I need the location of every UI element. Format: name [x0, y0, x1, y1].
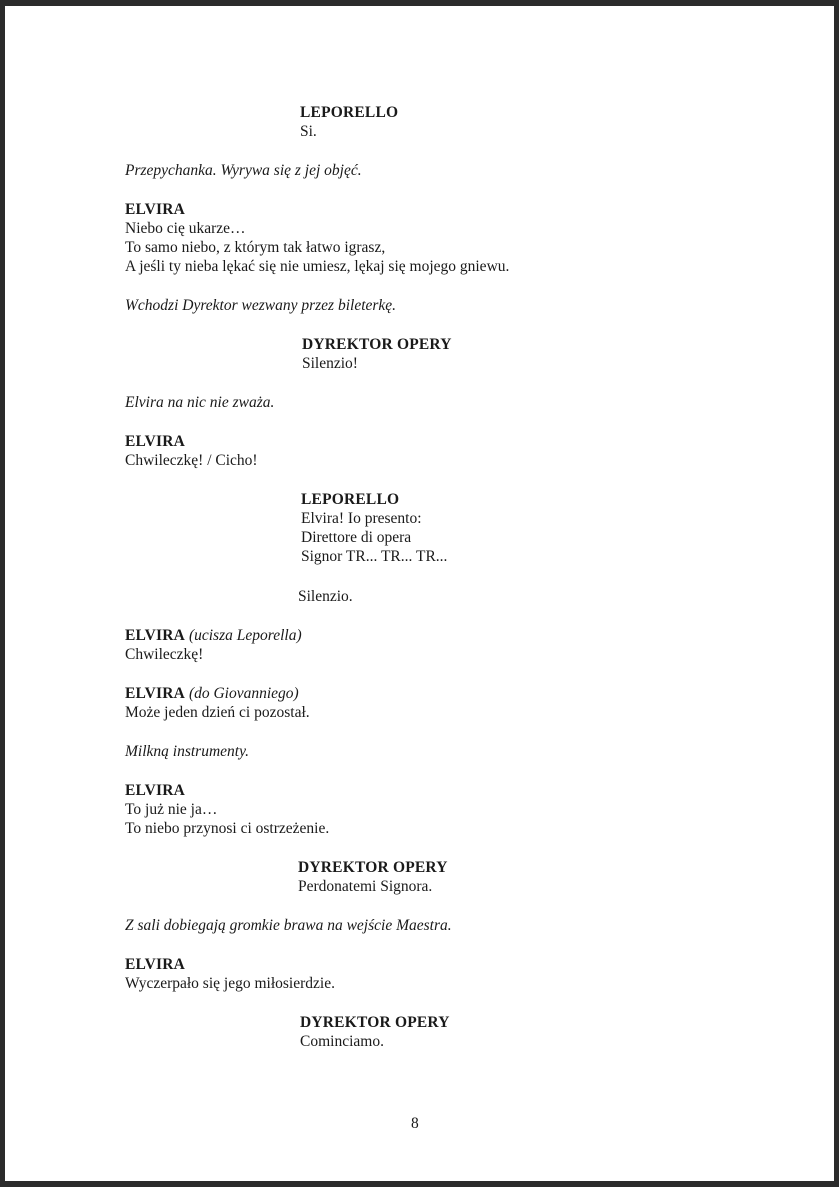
dialogue-elvira-4	[125, 684, 310, 722]
speaker-aside: (ucisza Leporella)	[188, 627, 302, 644]
dialogue-dyrektor-3	[300, 1013, 450, 1051]
speaker-name: ELVIRA	[125, 956, 186, 973]
dialogue-line: Niebo cię ukarze…	[125, 220, 246, 237]
dialogue-line: To niebo przynosi ci ostrzeżenie.	[125, 820, 330, 837]
dialogue-dyrektor-2	[298, 858, 448, 896]
speaker-aside: (do Giovanniego)	[188, 685, 299, 702]
dialogue-line: Si.	[300, 123, 317, 140]
speaker-name: ELVIRA	[125, 627, 186, 644]
dialogue-line: Chwileczkę!	[125, 646, 204, 663]
dialogue-line: Direttore di opera	[301, 529, 412, 546]
stage-direction: Wchodzi Dyrektor wezwany przez bileterkę.	[125, 297, 397, 314]
dialogue-line: Chwileczkę! / Cicho!	[125, 452, 258, 469]
speaker-name: DYREKTOR OPERY	[298, 859, 448, 876]
dialogue-line: Signor TR... TR... TR...	[301, 548, 448, 565]
dialogue-line: Może jeden dzień ci pozostał.	[125, 704, 310, 721]
dialogue-line: Silenzio!	[302, 355, 358, 372]
dialogue-elvira-1	[125, 200, 509, 276]
dialogue-leporello-1	[300, 103, 398, 141]
speaker-name: LEPORELLO	[301, 491, 400, 508]
dialogue-line: Wyczerpało się jego miłosierdzie.	[125, 975, 335, 992]
speaker-name: ELVIRA	[125, 433, 186, 450]
speaker-name: ELVIRA	[125, 782, 186, 799]
dialogue-line: Silenzio.	[298, 588, 353, 605]
dialogue-continuation	[298, 587, 353, 606]
speaker-name: ELVIRA	[125, 201, 186, 218]
stage-direction: Z sali dobiegają gromkie brawa na wejście Maestra.	[125, 917, 452, 934]
dialogue-line: To samo niebo, z którym tak łatwo igrasz,	[125, 239, 386, 256]
stage-direction: Elvira na nic nie zważa.	[125, 394, 275, 411]
dialogue-line: A jeśli ty nieba lękać się nie umiesz, lękaj się mojego gniewu.	[125, 258, 510, 275]
dialogue-elvira-5	[125, 781, 329, 838]
speaker-name: DYREKTOR OPERY	[302, 336, 452, 353]
dialogue-line: Cominciamo.	[300, 1033, 384, 1050]
dialogue-elvira-6	[125, 955, 335, 993]
dialogue-leporello-2	[301, 490, 447, 566]
speaker-name: LEPORELLO	[300, 104, 399, 121]
dialogue-line: Elvira! Io presento:	[301, 510, 422, 527]
dialogue-elvira-2	[125, 432, 258, 470]
speaker-name: ELVIRA	[125, 685, 186, 702]
dialogue-dyrektor-1	[302, 335, 452, 373]
dialogue-elvira-3	[125, 626, 302, 664]
stage-direction: Przepychanka. Wyrywa się z jej objęć.	[125, 162, 362, 179]
script-page	[5, 6, 834, 1181]
page-number: 8	[411, 1115, 419, 1132]
speaker-name: DYREKTOR OPERY	[300, 1014, 450, 1031]
stage-direction: Milkną instrumenty.	[125, 743, 249, 760]
dialogue-line: Perdonatemi Signora.	[298, 878, 433, 895]
dialogue-line: To już nie ja…	[125, 801, 218, 818]
